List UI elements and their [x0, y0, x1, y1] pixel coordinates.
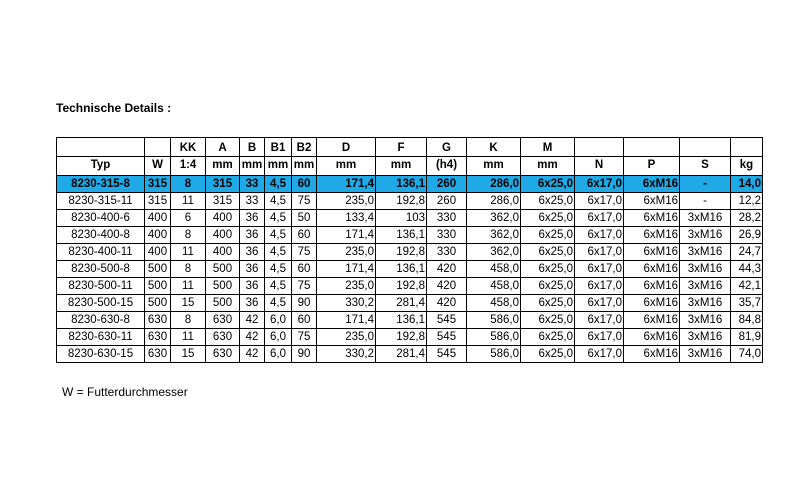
header-cell-top: [624, 138, 680, 157]
table-row: [57, 244, 763, 261]
header-cell-bottom: N: [575, 157, 624, 176]
table-cell: 6xM16: [624, 329, 680, 346]
table-cell: 6,0: [265, 329, 292, 346]
table-cell: 6x25,0: [521, 193, 575, 210]
table-cell: 3xM16: [680, 346, 731, 363]
table-cell: 6x25,0: [521, 261, 575, 278]
table-cell: 500: [145, 295, 171, 312]
table-cell: 330,2: [317, 295, 376, 312]
table-cell: 103: [376, 210, 427, 227]
type-cell: 8230-500-11: [57, 278, 145, 295]
table-cell: 458,0: [467, 295, 521, 312]
table-cell: 192,8: [376, 278, 427, 295]
table-cell: 500: [206, 278, 240, 295]
header-cell-top: F: [376, 138, 427, 157]
table-cell: 8: [171, 312, 206, 329]
type-cell: 8230-315-8: [57, 176, 145, 193]
table-cell: 362,0: [467, 244, 521, 261]
table-row: [57, 193, 763, 210]
table-cell: 545: [427, 329, 467, 346]
table-cell: 81,9: [731, 329, 763, 346]
table-cell: 11: [171, 244, 206, 261]
table-cell: 6x17,0: [575, 176, 624, 193]
header-cell-top: B: [240, 138, 265, 157]
type-cell: 8230-400-11: [57, 244, 145, 261]
table-cell: 4,5: [265, 295, 292, 312]
header-cell-bottom: Typ: [57, 157, 145, 176]
table-cell: 8: [171, 176, 206, 193]
table-row: [57, 261, 763, 278]
table-row: [57, 312, 763, 329]
table-cell: 75: [292, 329, 317, 346]
header-cell-bottom: mm: [240, 157, 265, 176]
table-cell: 315: [145, 193, 171, 210]
table-cell: 42: [240, 346, 265, 363]
table-header: [57, 138, 763, 176]
table-cell: 3xM16: [680, 227, 731, 244]
table-cell: 6x17,0: [575, 210, 624, 227]
table-cell: 6x25,0: [521, 346, 575, 363]
table-cell: 44,3: [731, 261, 763, 278]
header-cell-top: A: [206, 138, 240, 157]
table-cell: 42: [240, 312, 265, 329]
table-cell: 3xM16: [680, 210, 731, 227]
table-cell: 586,0: [467, 329, 521, 346]
table-cell: 6x17,0: [575, 295, 624, 312]
table-cell: 35,7: [731, 295, 763, 312]
table-cell: 3xM16: [680, 261, 731, 278]
table-row: [57, 329, 763, 346]
type-cell: 8230-400-8: [57, 227, 145, 244]
table-cell: 420: [427, 261, 467, 278]
table-cell: 458,0: [467, 278, 521, 295]
table-cell: 15: [171, 295, 206, 312]
table-cell: 136,1: [376, 176, 427, 193]
table-cell: 4,5: [265, 210, 292, 227]
table-cell: 3xM16: [680, 312, 731, 329]
table-cell: 330: [427, 227, 467, 244]
table-cell: 315: [145, 176, 171, 193]
table-cell: 400: [206, 227, 240, 244]
table-cell: 4,5: [265, 278, 292, 295]
table-cell: 75: [292, 193, 317, 210]
table-cell: 60: [292, 312, 317, 329]
table-cell: 6x17,0: [575, 227, 624, 244]
table-cell: 6x17,0: [575, 329, 624, 346]
table-cell: 4,5: [265, 244, 292, 261]
table-cell: 4,5: [265, 176, 292, 193]
table-cell: 6,0: [265, 346, 292, 363]
type-cell: 8230-630-11: [57, 329, 145, 346]
table-cell: 8: [171, 261, 206, 278]
table-cell: 3xM16: [680, 295, 731, 312]
header-cell-bottom: mm: [376, 157, 427, 176]
table-cell: -: [680, 193, 731, 210]
table-cell: 36: [240, 295, 265, 312]
table-cell: 6x17,0: [575, 278, 624, 295]
header-cell-bottom: S: [680, 157, 731, 176]
table-cell: 630: [145, 346, 171, 363]
table-cell: 260: [427, 176, 467, 193]
header-cell-top: [575, 138, 624, 157]
table-cell: 630: [145, 312, 171, 329]
table-cell: 630: [206, 312, 240, 329]
header-cell-bottom: kg: [731, 157, 763, 176]
table-cell: 90: [292, 295, 317, 312]
table-cell: 15: [171, 346, 206, 363]
table-cell: 171,4: [317, 227, 376, 244]
type-cell: 8230-500-15: [57, 295, 145, 312]
table-cell: 50: [292, 210, 317, 227]
table-cell: 6x25,0: [521, 227, 575, 244]
header-cell-top: M: [521, 138, 575, 157]
header-cell-bottom: 1:4: [171, 157, 206, 176]
header-cell-bottom: mm: [292, 157, 317, 176]
table-cell: 4,5: [265, 193, 292, 210]
table-cell: 6x17,0: [575, 312, 624, 329]
table-cell: 171,4: [317, 312, 376, 329]
table-cell: 6x17,0: [575, 193, 624, 210]
table-row: [57, 346, 763, 363]
table-cell: 36: [240, 227, 265, 244]
table-cell: 500: [206, 295, 240, 312]
table-cell: 60: [292, 261, 317, 278]
header-row-bottom: [57, 157, 763, 176]
table-cell: 400: [145, 227, 171, 244]
table-cell: 235,0: [317, 329, 376, 346]
header-row-top: [57, 138, 763, 157]
table-cell: 500: [206, 261, 240, 278]
table-cell: 6x17,0: [575, 346, 624, 363]
table-cell: 75: [292, 278, 317, 295]
table-cell: 630: [206, 329, 240, 346]
header-cell-top: K: [467, 138, 521, 157]
table-cell: 192,8: [376, 244, 427, 261]
table-cell: 192,8: [376, 329, 427, 346]
table-cell: 630: [206, 346, 240, 363]
table-cell: 42: [240, 329, 265, 346]
table-cell: 36: [240, 210, 265, 227]
table-cell: 171,4: [317, 261, 376, 278]
table-cell: 42,1: [731, 278, 763, 295]
table-cell: 3xM16: [680, 329, 731, 346]
table-body: [57, 176, 763, 363]
table-cell: 4,5: [265, 261, 292, 278]
header-cell-top: [145, 138, 171, 157]
type-cell: 8230-500-8: [57, 261, 145, 278]
type-cell: 8230-630-15: [57, 346, 145, 363]
table-cell: 362,0: [467, 210, 521, 227]
table-cell: 6x25,0: [521, 176, 575, 193]
footnote: W = Futterdurchmesser: [62, 385, 188, 399]
table-cell: 133,4: [317, 210, 376, 227]
technical-details-table: [56, 137, 763, 363]
table-cell: 33: [240, 193, 265, 210]
table-cell: 420: [427, 295, 467, 312]
table-cell: 286,0: [467, 176, 521, 193]
header-cell-top: B1: [265, 138, 292, 157]
table-cell: 12,2: [731, 193, 763, 210]
table-cell: 3xM16: [680, 244, 731, 261]
type-cell: 8230-630-8: [57, 312, 145, 329]
header-cell-bottom: (h4): [427, 157, 467, 176]
table-cell: 24,7: [731, 244, 763, 261]
table-cell: 11: [171, 193, 206, 210]
table-cell: 400: [206, 244, 240, 261]
table-cell: 586,0: [467, 346, 521, 363]
table-cell: 545: [427, 312, 467, 329]
table-cell: 500: [145, 261, 171, 278]
table-cell: 6x25,0: [521, 295, 575, 312]
table-cell: 36: [240, 244, 265, 261]
table-cell: 75: [292, 244, 317, 261]
table-cell: 6x25,0: [521, 210, 575, 227]
table-cell: 281,4: [376, 346, 427, 363]
table-cell: 400: [206, 210, 240, 227]
table-cell: 136,1: [376, 227, 427, 244]
table-cell: 28,2: [731, 210, 763, 227]
table-cell: 6xM16: [624, 227, 680, 244]
table-cell: 235,0: [317, 193, 376, 210]
table-row: [57, 295, 763, 312]
table-cell: 630: [145, 329, 171, 346]
table-cell: 6x17,0: [575, 261, 624, 278]
header-cell-top: [731, 138, 763, 157]
table-cell: 90: [292, 346, 317, 363]
table-cell: 362,0: [467, 227, 521, 244]
table-cell: 14,0: [731, 176, 763, 193]
header-cell-top: KK: [171, 138, 206, 157]
table-cell: 420: [427, 278, 467, 295]
table-cell: 8: [171, 227, 206, 244]
header-cell-top: G: [427, 138, 467, 157]
table-cell: 36: [240, 261, 265, 278]
table-cell: 281,4: [376, 295, 427, 312]
table-cell: 235,0: [317, 278, 376, 295]
header-cell-bottom: mm: [317, 157, 376, 176]
table-cell: 6,0: [265, 312, 292, 329]
type-cell: 8230-400-6: [57, 210, 145, 227]
table-cell: 6xM16: [624, 312, 680, 329]
header-cell-top: B2: [292, 138, 317, 157]
table-cell: 6x25,0: [521, 244, 575, 261]
table-cell: 6xM16: [624, 176, 680, 193]
header-cell-top: D: [317, 138, 376, 157]
header-cell-bottom: W: [145, 157, 171, 176]
table-cell: 6xM16: [624, 261, 680, 278]
table-cell: 171,4: [317, 176, 376, 193]
table-cell: 6x25,0: [521, 278, 575, 295]
table-cell: 6x25,0: [521, 312, 575, 329]
type-cell: 8230-315-11: [57, 193, 145, 210]
table-cell: 330: [427, 244, 467, 261]
table-cell: 11: [171, 278, 206, 295]
table-cell: 330: [427, 210, 467, 227]
header-cell-bottom: P: [624, 157, 680, 176]
table-cell: 36: [240, 278, 265, 295]
table-cell: 315: [206, 193, 240, 210]
table-cell: 6xM16: [624, 295, 680, 312]
table-cell: 74,0: [731, 346, 763, 363]
table-cell: 6x17,0: [575, 244, 624, 261]
table-row: [57, 227, 763, 244]
header-cell-top: [57, 138, 145, 157]
table-cell: 6xM16: [624, 210, 680, 227]
table-cell: 400: [145, 244, 171, 261]
header-cell-bottom: mm: [206, 157, 240, 176]
table-cell: 26,9: [731, 227, 763, 244]
table-cell: 330,2: [317, 346, 376, 363]
table-cell: 6xM16: [624, 278, 680, 295]
table-cell: 286,0: [467, 193, 521, 210]
table-cell: 400: [145, 210, 171, 227]
table-cell: 3xM16: [680, 278, 731, 295]
table-cell: 33: [240, 176, 265, 193]
header-cell-bottom: mm: [467, 157, 521, 176]
table-cell: 136,1: [376, 261, 427, 278]
table-row-highlighted: [57, 176, 763, 193]
table-cell: 84,8: [731, 312, 763, 329]
table-cell: 192,8: [376, 193, 427, 210]
header-cell-top: [680, 138, 731, 157]
header-cell-bottom: mm: [521, 157, 575, 176]
table-row: [57, 210, 763, 227]
table-cell: 60: [292, 227, 317, 244]
table-cell: 586,0: [467, 312, 521, 329]
table-cell: 458,0: [467, 261, 521, 278]
section-title: Technische Details :: [56, 101, 172, 115]
table-cell: 11: [171, 329, 206, 346]
table-cell: 545: [427, 346, 467, 363]
table-cell: 6x25,0: [521, 329, 575, 346]
table-cell: 4,5: [265, 227, 292, 244]
table-cell: 315: [206, 176, 240, 193]
table-cell: 6xM16: [624, 346, 680, 363]
table-cell: 500: [145, 278, 171, 295]
table-cell: -: [680, 176, 731, 193]
table-cell: 6: [171, 210, 206, 227]
table-cell: 136,1: [376, 312, 427, 329]
header-cell-bottom: mm: [265, 157, 292, 176]
table-cell: 260: [427, 193, 467, 210]
table-cell: 235,0: [317, 244, 376, 261]
table-cell: 6xM16: [624, 193, 680, 210]
table-cell: 60: [292, 176, 317, 193]
table-cell: 6xM16: [624, 244, 680, 261]
table-row: [57, 278, 763, 295]
